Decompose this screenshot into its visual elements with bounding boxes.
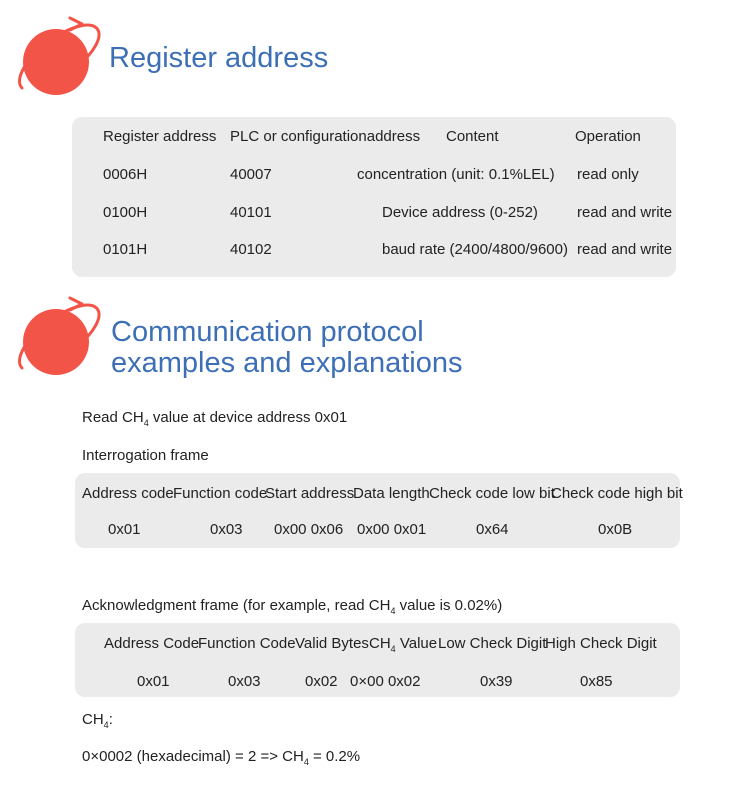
register-row-3-address: 0101H xyxy=(103,241,148,258)
register-row-2-content: Device address (0-252) xyxy=(382,204,538,221)
globe-orbit-icon xyxy=(8,290,104,386)
intro-text: Read $CH_4$ value at device address 0x01 xyxy=(82,409,348,428)
register-row-3-content: baud rate (2400/4800/9600) xyxy=(382,241,568,258)
ack-value-address-code: 0x01 xyxy=(137,673,170,690)
section-title-protocol-line-2: examples and explanations xyxy=(111,347,463,379)
ack-header-valid-bytes: Valid Bytes xyxy=(295,635,369,652)
register-row-1-operation: read only xyxy=(577,166,639,183)
ack-value-high-check: 0x85 xyxy=(580,673,613,690)
section-title-register-address: Register address xyxy=(109,42,329,74)
interrogation-value-data-length: 0x00 0x01 xyxy=(357,521,427,538)
interrogation-header-check-low: Check code low bit xyxy=(429,485,555,502)
register-header-content: Content xyxy=(446,128,499,145)
ack-value-valid-bytes: 0x02 xyxy=(305,673,338,690)
ack-header-address-code: Address Code xyxy=(104,635,200,652)
register-row-3-operation: read and write xyxy=(577,241,673,258)
ack-header-ch4-value: $CH_4$ Value xyxy=(369,635,438,654)
interrogation-value-check-low: 0x64 xyxy=(476,521,509,538)
register-row-1-address: 0006H xyxy=(103,166,148,183)
register-row-1-content: concentration (unit: 0.1%LEL) xyxy=(357,166,555,183)
ch4-label: $CH_4$: xyxy=(82,711,113,730)
interrogation-header-check-high: Check code high bit xyxy=(551,485,683,502)
interrogation-value-function-code: 0x03 xyxy=(210,521,243,538)
register-row-2-plc: 40101 xyxy=(230,204,272,221)
register-row-2-operation: read and write xyxy=(577,204,673,221)
register-row-3-plc: 40102 xyxy=(230,241,272,258)
register-header-plc-address: PLC or configurationaddress xyxy=(230,128,421,145)
ack-header-high-check: High Check Digit xyxy=(545,635,657,652)
ack-header-low-check: Low Check Digit xyxy=(438,635,547,652)
section-title-protocol-line-1: Communication protocol xyxy=(111,316,424,348)
ack-value-ch4-value: 0×00 0x02 xyxy=(350,673,421,690)
acknowledgment-frame-label: Acknowledgment frame (for example, read $CH_4$ value is 0.02%) xyxy=(82,597,503,616)
ack-value-low-check: 0x39 xyxy=(480,673,513,690)
interrogation-frame-label: Interrogation frame xyxy=(82,447,209,464)
interrogation-header-start-address: Start address xyxy=(265,485,355,502)
register-row-2-address: 0100H xyxy=(103,204,148,221)
ack-value-function-code: 0x03 xyxy=(228,673,261,690)
interrogation-header-function-code: Function code xyxy=(173,485,268,502)
interrogation-header-data-length: Data length xyxy=(353,485,430,502)
ack-header-function-code: Function Code xyxy=(198,635,296,652)
register-row-1-plc: 40007 xyxy=(230,166,272,183)
interrogation-value-check-high: 0x0B xyxy=(598,521,633,538)
register-header-register-address: Register address xyxy=(103,128,217,145)
globe-orbit-icon xyxy=(8,10,104,106)
interrogation-header-address-code: Address code xyxy=(82,485,174,502)
ch4-calculation: 0×0002 (hexadecimal) = $2 => CH_4 = 0.2\%$ xyxy=(82,748,361,767)
register-header-operation: Operation xyxy=(575,128,641,145)
interrogation-value-start-address: 0x00 0x06 xyxy=(274,521,344,538)
interrogation-value-address-code: 0x01 xyxy=(108,521,141,538)
